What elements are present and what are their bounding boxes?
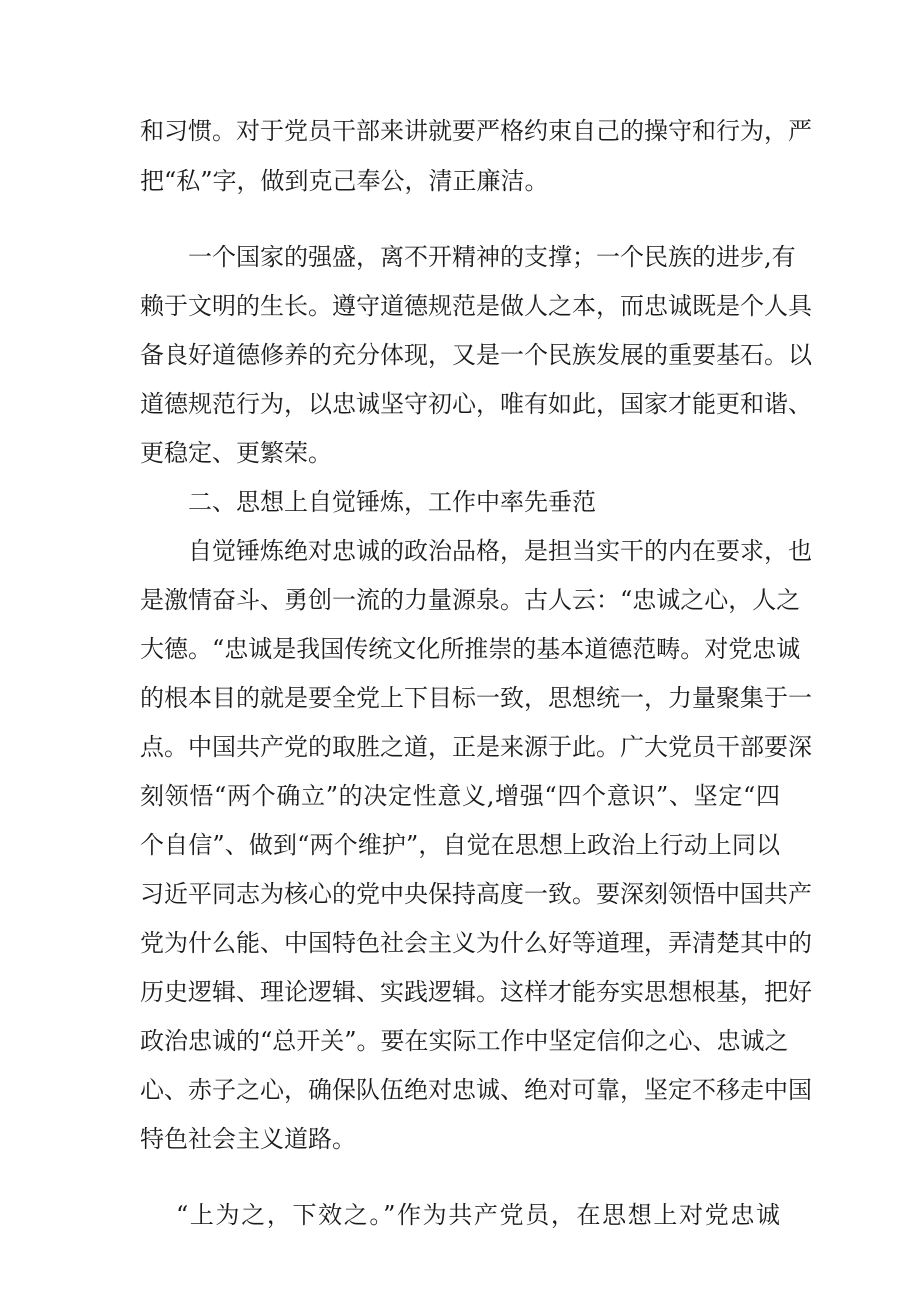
text-line: 一个国家的强盛，离不开精神的支撑；一个民族的进步,有 [188,243,796,271]
text-line: 是激情奋斗、勇创一流的力量源泉。古人云：“忠诚之心，人之 [140,586,801,614]
text-line: 把“私”字，做到克己奉公，清正廉洁。 [140,167,549,195]
text-line: 点。中国共产党的取胜之道，正是来源于此。广大党员干部要深 [140,733,812,761]
text-line: 道德规范行为，以忠诚坚守初心，唯有如此，国家才能更和谐、 [140,390,812,418]
text-line: 特色社会主义道路。 [140,1125,356,1153]
section-heading: 二、思想上自觉锤炼，工作中率先垂范 [188,488,596,516]
text-line: 大德。“忠诚是我国传统文化所推崇的基本道德范畴。对党忠诚 [140,635,801,663]
text-line: 历史逻辑、理论逻辑、实践逻辑。这样才能夯实思想根基，把好 [140,978,812,1006]
text-line: 赖于文明的生长。遵守道德规范是做人之本，而忠诚既是个人具 [140,292,812,320]
text-line: 党为什么能、中国特色社会主义为什么好等道理，弄清楚其中的 [140,929,812,957]
text-line: 自觉锤炼绝对忠诚的政治品格，是担当实干的内在要求，也 [188,537,812,565]
text-line: 政治忠诚的“总开关”。要在实际工作中坚定信仰之心、忠诚之 [140,1027,789,1055]
text-line: 备良好道德修养的充分体现，又是一个民族发展的重要基石。以 [140,341,812,369]
text-line: 更稳定、更繁荣。 [140,439,332,467]
text-line: 刻领悟“两个确立”的决定性意义,增强“四个意识”、坚定“四 [140,782,780,810]
text-line: 心、赤子之心，确保队伍绝对忠诚、绝对可靠，坚定不移走中国 [140,1076,812,1104]
text-line: “上为之，下效之。”作为共产党员，在思想上对党忠诚 [176,1201,780,1229]
text-line: 习近平同志为核心的党中央保持高度一致。要深刻领悟中国共产 [140,880,812,908]
text-line: 个自信”、做到“两个维护”，自觉在思想上政治上行动上同以 [140,831,780,859]
text-line: 和习惯。对于党员干部来讲就要严格约束自己的操守和行为，严 [140,117,812,145]
text-line: 的根本目的就是要全党上下目标一致，思想统一，力量聚集于一 [140,684,812,712]
